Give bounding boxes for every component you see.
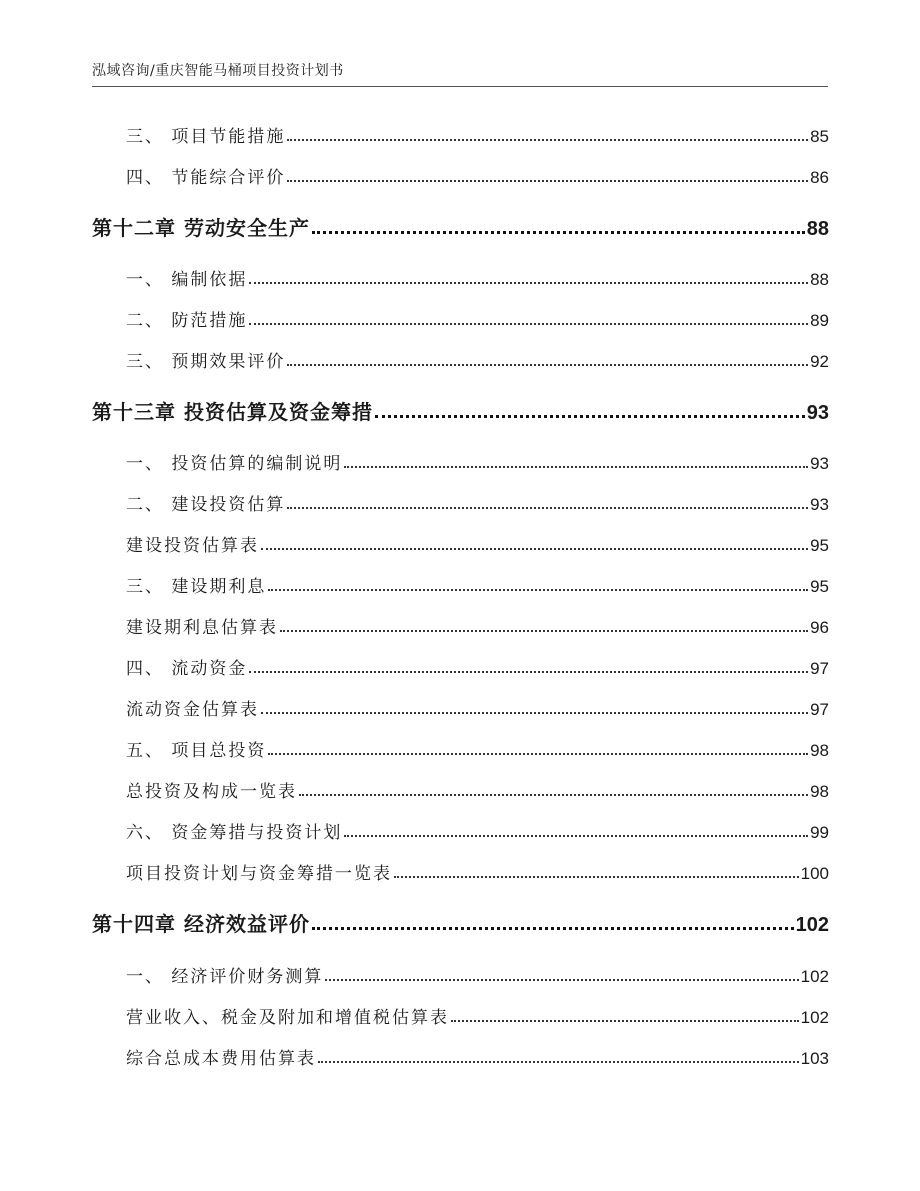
toc-entry[interactable]	[126, 818, 829, 843]
toc-leader	[261, 712, 808, 714]
toc-leader	[268, 589, 808, 591]
toc-entry-label: 一、 编制依据	[126, 270, 248, 290]
toc-entry[interactable]	[126, 736, 829, 761]
toc-page-number: 98	[810, 741, 829, 760]
toc-leader	[287, 180, 808, 182]
toc-entry-label: 流动资金估算表	[126, 700, 259, 720]
toc-entry-label: 二、 防范措施	[126, 311, 248, 331]
toc-entry-label: 四、 节能综合评价	[126, 168, 286, 188]
toc-leader	[287, 139, 808, 141]
toc-entry-label: 三、 项目节能措施	[126, 127, 286, 147]
toc-entry[interactable]	[126, 613, 829, 638]
toc-entry[interactable]	[126, 449, 829, 474]
toc-page-number: 98	[810, 782, 829, 801]
toc-entry-label: 综合总成本费用估算表	[126, 1049, 316, 1069]
toc-entry-label: 项目投资计划与资金筹措一览表	[126, 864, 392, 884]
running-header: 泓域咨询/重庆智能马桶项目投资计划书	[92, 63, 344, 79]
toc-leader	[394, 876, 799, 878]
toc-entry-label: 建设投资估算表	[126, 536, 259, 556]
toc-leader	[375, 415, 805, 418]
toc-entry[interactable]	[126, 572, 829, 597]
toc-page-number: 102	[800, 1008, 829, 1027]
toc-page-number: 89	[810, 311, 829, 330]
toc-entry[interactable]	[126, 654, 829, 679]
toc-leader	[249, 671, 808, 673]
toc-entry[interactable]	[126, 163, 829, 188]
toc-page-number: 85	[810, 127, 829, 146]
toc-entry[interactable]	[126, 695, 829, 720]
toc-entry-label: 三、 预期效果评价	[126, 352, 286, 372]
toc-chapter-entry[interactable]	[92, 396, 829, 425]
toc-page-number: 86	[810, 168, 829, 187]
toc-entry-label: 五、 项目总投资	[126, 741, 267, 761]
toc-page-number: 88	[806, 218, 829, 240]
toc-entry[interactable]	[126, 777, 829, 802]
toc-page-number: 99	[810, 823, 829, 842]
toc-page-number: 102	[795, 914, 829, 936]
toc-leader	[325, 979, 798, 981]
toc-page-number: 93	[810, 495, 829, 514]
toc-entry-label: 二、 建设投资估算	[126, 495, 286, 515]
toc-chapter-entry[interactable]	[92, 212, 829, 241]
toc-entry-label: 三、 建设期利息	[126, 577, 267, 597]
toc-entry-label: 六、 资金筹措与投资计划	[126, 823, 343, 843]
toc-entry[interactable]	[126, 306, 829, 331]
toc-page-number: 93	[806, 402, 829, 424]
toc-leader	[261, 548, 808, 550]
toc-entry-label: 四、 流动资金	[126, 659, 248, 679]
toc-chapter-label: 第十四章 经济效益评价	[92, 912, 310, 936]
toc-leader	[287, 507, 808, 509]
toc-entry-label: 建设期利息估算表	[126, 618, 278, 638]
toc-entry[interactable]	[126, 490, 829, 515]
toc-entry[interactable]	[126, 122, 829, 147]
toc-chapter-label: 第十二章 劳动安全生产	[92, 216, 310, 240]
toc-leader	[312, 231, 805, 234]
toc-page-number: 95	[810, 536, 829, 555]
toc-page-number: 88	[810, 270, 829, 289]
toc-leader	[268, 753, 808, 755]
toc-entry[interactable]	[126, 1003, 829, 1028]
toc-page-number: 100	[800, 864, 829, 883]
toc-leader	[344, 835, 808, 837]
toc-entry[interactable]	[126, 859, 829, 884]
toc-leader	[249, 282, 808, 284]
toc-page-number: 97	[810, 700, 829, 719]
toc-entry-label: 总投资及构成一览表	[126, 782, 297, 802]
toc-leader	[451, 1020, 799, 1022]
toc-entry-label: 一、 经济评价财务测算	[126, 967, 324, 987]
toc-leader	[318, 1061, 799, 1063]
toc-entry-label: 一、 投资估算的编制说明	[126, 454, 343, 474]
toc-leader	[287, 364, 808, 366]
toc-page-number: 102	[800, 967, 829, 986]
toc-entry[interactable]	[126, 1044, 829, 1069]
toc-entry[interactable]	[126, 962, 829, 987]
toc-leader	[280, 630, 808, 632]
toc-leader	[312, 927, 794, 930]
toc-page-number: 92	[810, 352, 829, 371]
toc-page-number: 96	[810, 618, 829, 637]
toc-chapter-entry[interactable]	[92, 908, 829, 937]
toc-page-number: 97	[810, 659, 829, 678]
toc-chapter-label: 第十三章 投资估算及资金筹措	[92, 400, 373, 424]
header-rule	[92, 86, 828, 87]
toc-page-number: 103	[800, 1049, 829, 1068]
toc-leader	[299, 794, 808, 796]
toc-entry-label: 营业收入、税金及附加和增值税估算表	[126, 1008, 449, 1028]
toc-entry[interactable]	[126, 347, 829, 372]
toc-entry[interactable]	[126, 265, 829, 290]
toc-page-number: 93	[810, 454, 829, 473]
toc-entry[interactable]	[126, 531, 829, 556]
toc-leader	[249, 323, 808, 325]
toc-page-number: 95	[810, 577, 829, 596]
toc-leader	[344, 466, 808, 468]
